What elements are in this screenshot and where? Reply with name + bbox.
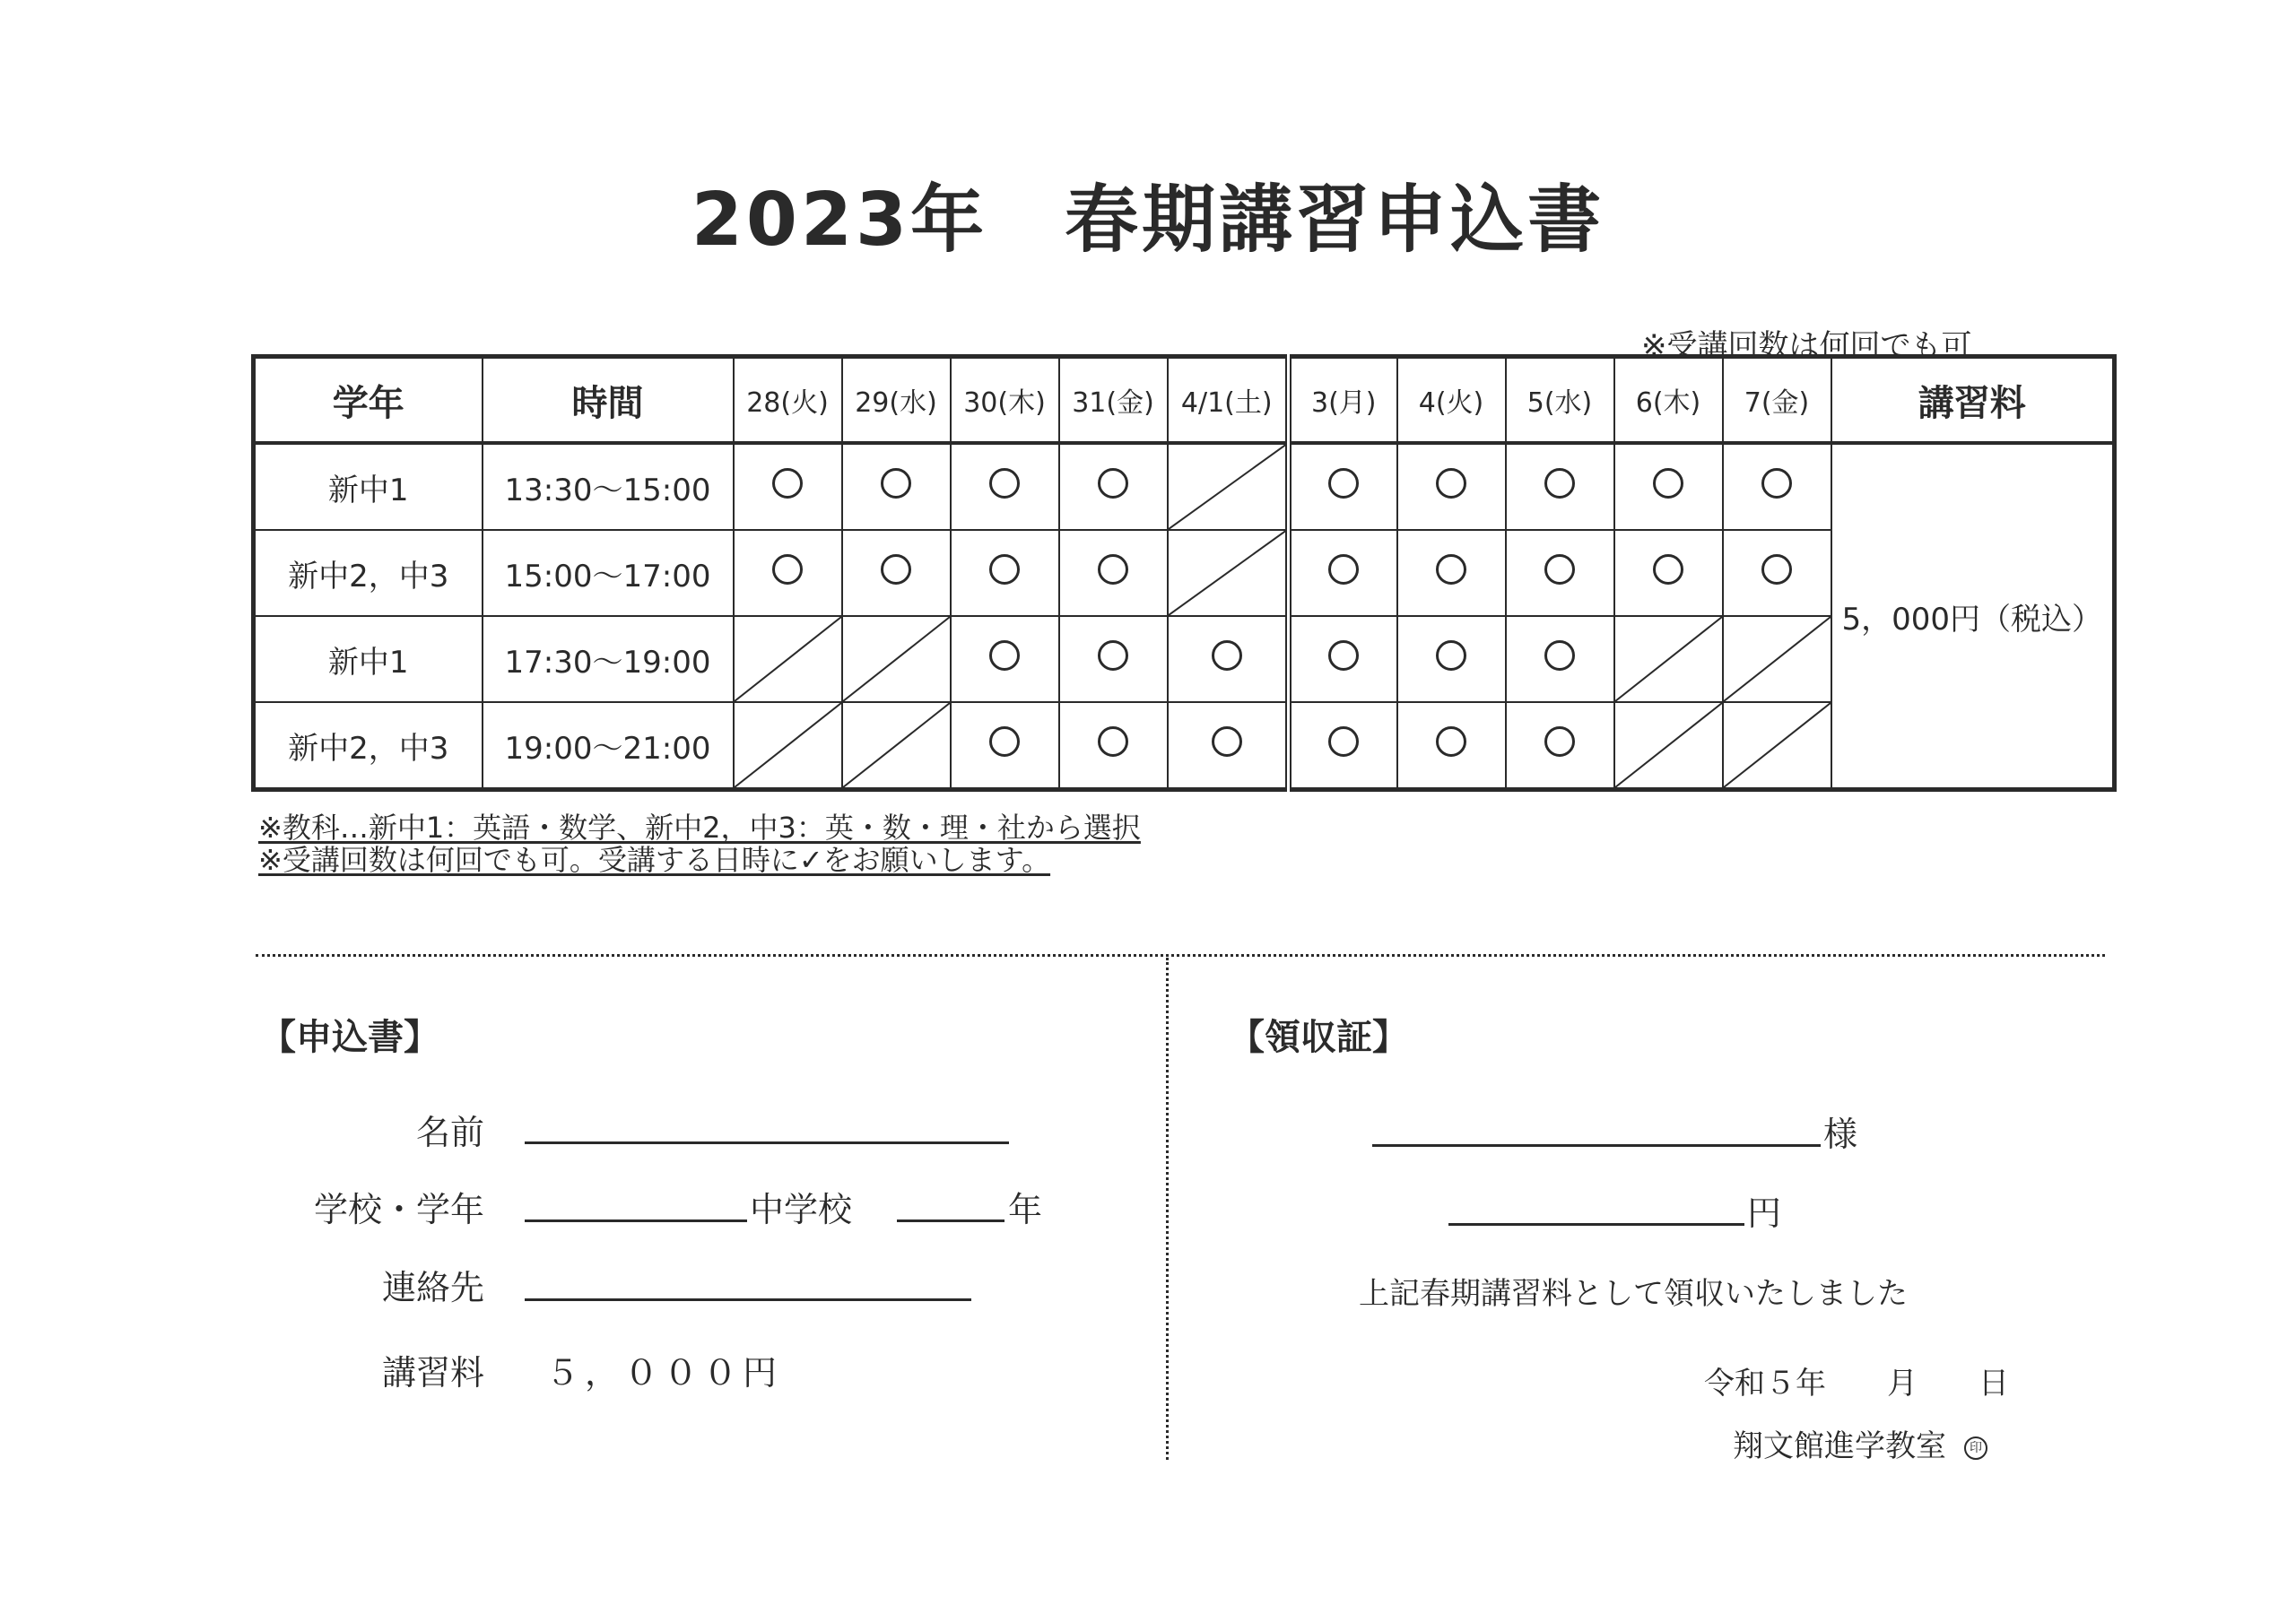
circle-icon [989, 554, 1020, 585]
cut-line-horizontal [256, 954, 2105, 957]
header-day: 5(水) [1506, 357, 1614, 444]
grade-cell: 新中2，中3 [254, 702, 483, 790]
name-field[interactable] [525, 1141, 1009, 1144]
header-day: 4(火) [1397, 357, 1506, 444]
slash-icon [1615, 617, 1722, 701]
school-label: 学校・学年 [313, 1190, 484, 1229]
time-cell: 13:30～15:00 [483, 443, 734, 530]
available-cell[interactable] [1289, 530, 1397, 616]
available-cell[interactable] [842, 530, 951, 616]
application-heading: 【申込書】 [260, 1017, 439, 1058]
page-title: 2023年 春期講習申込書 [691, 178, 1605, 263]
fee-cell: 5，000円（税込） [1831, 443, 2115, 790]
circle-icon [989, 726, 1020, 757]
circle-icon [1761, 468, 1792, 499]
header-day: 6(木) [1614, 357, 1723, 444]
available-cell[interactable] [1397, 443, 1506, 530]
header-fee: 講習料 [1831, 357, 2115, 444]
receipt-amount-field[interactable] [1448, 1223, 1744, 1226]
circle-icon [772, 554, 803, 585]
header-day: 31(金) [1059, 357, 1168, 444]
available-cell[interactable] [951, 530, 1059, 616]
receipt-issuer: 翔文館進学教室 [1733, 1428, 1946, 1464]
contact-field[interactable] [525, 1298, 971, 1301]
unavailable-cell [1723, 702, 1831, 790]
unavailable-cell [1723, 616, 1831, 702]
available-cell[interactable] [1506, 443, 1614, 530]
unavailable-cell [1168, 530, 1289, 616]
header-day: 3(月) [1289, 357, 1397, 444]
time-cell: 17:30～19:00 [483, 616, 734, 702]
circle-icon [1098, 468, 1128, 499]
circle-icon [881, 468, 911, 499]
unavailable-cell [734, 616, 842, 702]
circle-icon [1328, 554, 1359, 585]
available-cell[interactable] [1506, 616, 1614, 702]
available-cell[interactable] [842, 443, 951, 530]
available-cell[interactable] [1289, 443, 1397, 530]
grade-cell: 新中1 [254, 443, 483, 530]
unavailable-cell [1614, 616, 1723, 702]
circle-icon [1328, 468, 1359, 499]
header-time: 時間 [483, 357, 734, 444]
fee-value: ５，０００円 [545, 1353, 783, 1393]
header-day: 28(火) [734, 357, 842, 444]
circle-icon [1212, 726, 1242, 757]
contact-label: 連絡先 [381, 1268, 484, 1307]
note-attendance: ※受講回数は何回でも可。受講する日時に✓をお願いします。 [258, 843, 1051, 877]
circle-icon [1653, 554, 1683, 585]
circle-icon [1653, 468, 1683, 499]
circle-icon [989, 468, 1020, 499]
unavailable-cell [842, 702, 951, 790]
circle-icon [989, 640, 1020, 671]
receipt-issuer-line [1733, 1421, 1987, 1465]
note-subjects: ※教科…新中1：英語・数学、新中2，中3：英・数・理・社から選択 [258, 811, 1141, 845]
circle-icon [1544, 554, 1575, 585]
available-cell[interactable] [1614, 530, 1723, 616]
available-cell[interactable] [734, 443, 842, 530]
available-cell[interactable] [1289, 616, 1397, 702]
receipt-name-field[interactable] [1372, 1144, 1821, 1147]
receipt-date: 令和５年 月 日 [1704, 1366, 2009, 1402]
available-cell[interactable] [951, 443, 1059, 530]
available-cell[interactable] [1059, 616, 1168, 702]
header-day: 29(水) [842, 357, 951, 444]
slash-icon [1169, 531, 1286, 615]
circle-icon [1436, 468, 1466, 499]
available-cell[interactable] [1723, 443, 1831, 530]
grade-field[interactable] [897, 1219, 1004, 1222]
circle-icon [1098, 640, 1128, 671]
available-cell[interactable] [1059, 702, 1168, 790]
grade-suffix: 年 [1008, 1190, 1043, 1229]
school-suffix: 中学校 [750, 1190, 853, 1229]
header-day: 4/1(土) [1168, 357, 1289, 444]
circle-icon [1436, 640, 1466, 671]
unavailable-cell [734, 702, 842, 790]
header-day: 7(金) [1723, 357, 1831, 444]
header-row [254, 357, 2115, 444]
circle-icon [1098, 554, 1128, 585]
available-cell[interactable] [1168, 702, 1289, 790]
unavailable-cell [842, 616, 951, 702]
circle-icon [772, 468, 803, 499]
schedule-table [251, 354, 2117, 792]
circle-icon [1544, 468, 1575, 499]
table-row [254, 443, 2115, 530]
receipt-statement: 上記春期講習料として領収いたしました [1359, 1276, 1908, 1312]
circle-icon [1212, 640, 1242, 671]
available-cell[interactable] [1614, 443, 1723, 530]
slash-icon [735, 703, 841, 787]
available-cell[interactable] [1723, 530, 1831, 616]
seal-icon: 印 [1964, 1436, 1987, 1460]
circle-icon [1436, 554, 1466, 585]
slash-icon [1724, 617, 1831, 701]
available-cell[interactable] [1506, 530, 1614, 616]
circle-icon [1098, 726, 1128, 757]
grade-cell: 新中1 [254, 616, 483, 702]
header-day: 30(木) [951, 357, 1059, 444]
available-cell[interactable] [1059, 443, 1168, 530]
available-cell[interactable] [951, 616, 1059, 702]
name-label: 名前 [415, 1113, 484, 1152]
available-cell[interactable] [1168, 616, 1289, 702]
circle-icon [1328, 640, 1359, 671]
unavailable-cell [1168, 443, 1289, 530]
slash-icon [1724, 703, 1831, 787]
school-field[interactable] [525, 1219, 747, 1222]
available-cell[interactable] [734, 530, 842, 616]
cut-line-vertical [1166, 958, 1169, 1460]
circle-icon [1436, 726, 1466, 757]
circle-icon [881, 554, 911, 585]
receipt-yen: 円 [1747, 1193, 1782, 1233]
receipt-sama: 様 [1823, 1115, 1858, 1154]
note-top: ※受講回数は何回でも可 [1641, 328, 1972, 364]
fee-label: 講習料 [381, 1353, 484, 1393]
circle-icon [1544, 640, 1575, 671]
slash-icon [735, 617, 841, 701]
unavailable-cell [1614, 702, 1723, 790]
available-cell[interactable] [1506, 702, 1614, 790]
circle-icon [1761, 554, 1792, 585]
slash-icon [843, 703, 950, 787]
available-cell[interactable] [1289, 702, 1397, 790]
slash-icon [1169, 445, 1286, 529]
receipt-heading: 【領収証】 [1229, 1017, 1408, 1058]
available-cell[interactable] [1059, 530, 1168, 616]
available-cell[interactable] [1397, 702, 1506, 790]
slash-icon [843, 617, 950, 701]
slash-icon [1615, 703, 1722, 787]
available-cell[interactable] [951, 702, 1059, 790]
time-cell: 19:00～21:00 [483, 702, 734, 790]
time-cell: 15:00～17:00 [483, 530, 734, 616]
circle-icon [1328, 726, 1359, 757]
header-grade: 学年 [254, 357, 483, 444]
available-cell[interactable] [1397, 530, 1506, 616]
circle-icon [1544, 726, 1575, 757]
notes [258, 812, 1141, 876]
grade-cell: 新中2，中3 [254, 530, 483, 616]
available-cell[interactable] [1397, 616, 1506, 702]
